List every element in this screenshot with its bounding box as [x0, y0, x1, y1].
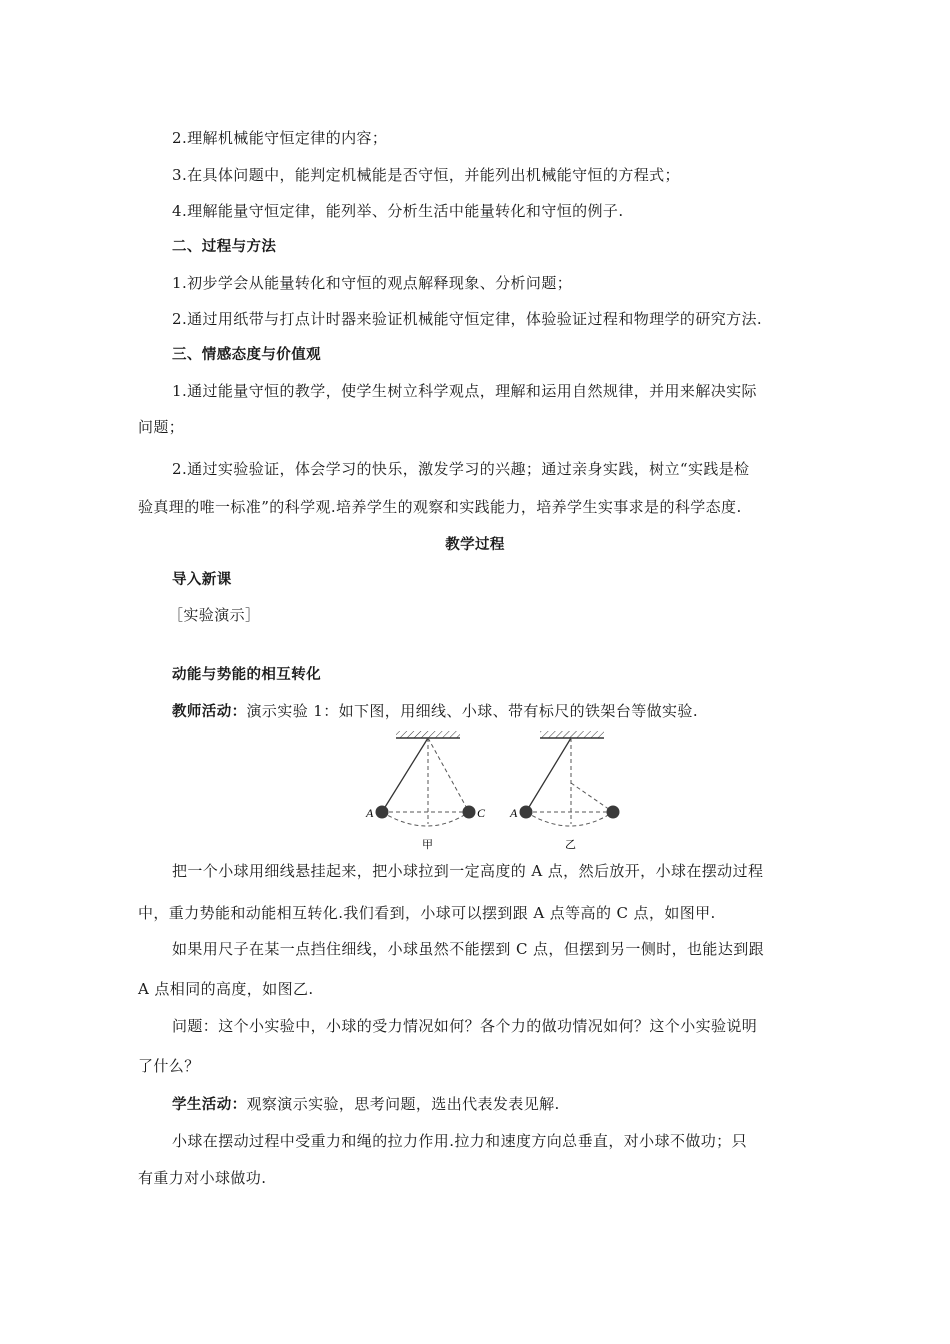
- paragraph-2-line-2: A 点相同的高度，如图乙.: [138, 980, 314, 998]
- attitude-item-1-line-1: 1.通过能量守恒的教学，使学生树立科学观点，理解和运用自然规律，并用来解决实际: [172, 382, 757, 400]
- attitude-item-2-line-2: 验真理的唯一标准”的科学观.培养学生的观察和实践能力，培养学生实事求是的科学态度.: [138, 498, 742, 516]
- question-line-1: 问题：这个小实验中，小球的受力情况如何？各个力的做功情况如何？这个小实验说明: [172, 1017, 758, 1035]
- caption-right: 乙: [565, 838, 576, 851]
- attitude-item-1-line-2: 问题；: [138, 418, 185, 436]
- pendulum-diagram: [360, 728, 632, 858]
- intro-heading: 导入新课: [172, 572, 232, 588]
- string-left-dashed: [428, 738, 469, 812]
- ball-a-left: [376, 806, 389, 819]
- arc-left: [382, 812, 469, 826]
- teacher-activity-label: 教师活动：: [172, 704, 247, 720]
- ceiling-left-hatch: [396, 731, 460, 738]
- paragraph-1-line-2: 中，重力势能和动能相互转化.我们看到，小球可以摆到跟 A 点等高的 C 点，如图甲.: [138, 904, 716, 922]
- teacher-activity: [172, 701, 848, 722]
- student-activity-text: 观察演示实验，思考问题，选出代表发表见解.: [246, 1095, 560, 1113]
- caption-left: 甲: [422, 838, 433, 851]
- section-title: 教学过程: [445, 537, 505, 553]
- label-a-left: A: [366, 806, 374, 820]
- ball-c-left: [463, 806, 476, 819]
- teacher-activity-text: 演示实验 1：如下图，用细线、小球、带有标尺的铁架台等做实验.: [246, 702, 698, 720]
- string-right-dashed: [571, 783, 613, 812]
- ball-a-right: [520, 806, 533, 819]
- pendulum-left: [365, 731, 486, 851]
- process-item-1: 1.初步学会从能量转化和守恒的观点解释现象、分析问题；: [172, 274, 573, 292]
- arc-right: [526, 812, 613, 826]
- paragraph-1-line-1: 把一个小球用细线悬挂起来，把小球拉到一定高度的 A 点，然后放开，小球在摆动过程: [172, 862, 764, 880]
- label-a-right: A: [510, 806, 518, 820]
- student-activity-label: 学生活动：: [172, 1097, 247, 1113]
- paragraph-2-line-1: 如果用尺子在某一点挡住细线，小球虽然不能摆到 C 点，但摆到另一侧时，也能达到跟: [172, 940, 765, 958]
- ball-right-end: [607, 806, 620, 819]
- ceiling-right-hatch: [540, 731, 604, 738]
- knowledge-item-4: 4.理解能量守恒定律，能列举、分析生活中能量转化和守恒的例子.: [172, 202, 624, 220]
- question-line-2: 了什么？: [138, 1057, 200, 1075]
- process-heading: 二、过程与方法: [172, 239, 277, 255]
- knowledge-item-3: 3.在具体问题中，能判定机械能是否守恒，并能列出机械能守恒的方程式；: [172, 166, 680, 184]
- subsection-heading: 动能与势能的相互转化: [172, 667, 321, 683]
- string-right: [526, 738, 571, 812]
- attitude-item-2-line-1: 2.通过实验验证，体会学习的快乐，激发学习的兴趣；通过亲身实践，树立“实践是检: [172, 460, 750, 478]
- answer-line-1: 小球在摆动过程中受重力和绳的拉力作用.拉力和速度方向总垂直，对小球不做功；只: [172, 1132, 747, 1150]
- pendulum-right: [509, 731, 620, 851]
- pendulum-figure: [360, 728, 632, 858]
- student-activity: [172, 1094, 848, 1115]
- demo-tag: ［实验演示］: [168, 606, 261, 624]
- string-left: [382, 738, 428, 812]
- attitude-heading: 三、情感态度与价值观: [172, 347, 321, 363]
- label-c-left: C: [477, 806, 486, 820]
- knowledge-item-2: 2.理解机械能守恒定律的内容；: [172, 129, 388, 147]
- process-item-2: 2.通过用纸带与打点计时器来验证机械能守恒定律，体验验证过程和物理学的研究方法.: [172, 310, 763, 328]
- answer-line-2: 有重力对小球做功.: [138, 1169, 267, 1187]
